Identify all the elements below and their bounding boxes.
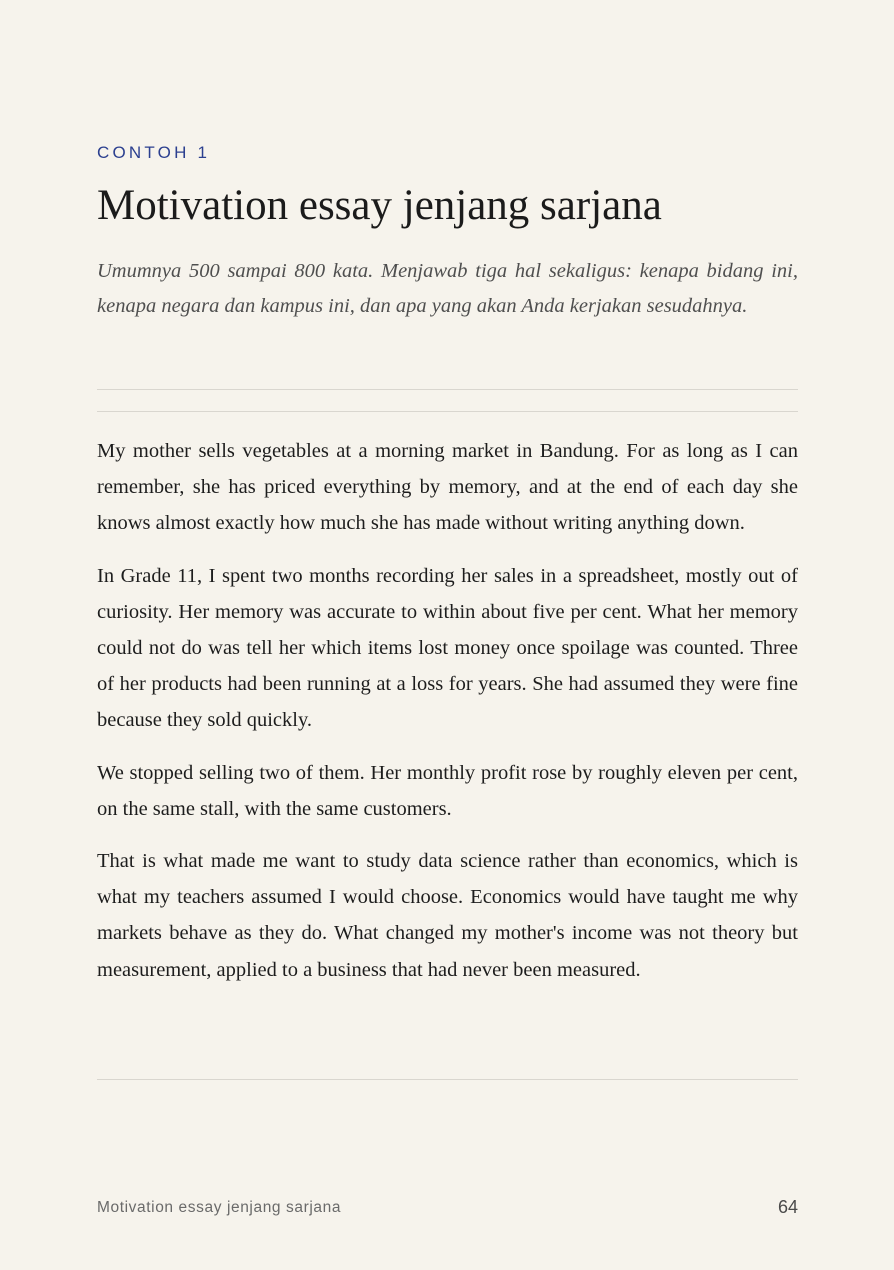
page-number: 64	[777, 1197, 798, 1217]
essay-paragraph: That is what made me want to study data science rather than economics, which is what my teachers assumed I would choose. Economics would have taught me why markets behave as they do. What changed my mother's income was not theory but measurement, applied to a business that had never been measured.	[97, 850, 798, 981]
page-title: Motivation essay jenjang sarjana	[97, 182, 662, 229]
essay-body	[97, 433, 798, 1004]
essay-paragraph: My mother sells vegetables at a morning market in Bandung. For as long as I can remember, she has priced everything by memory, and at the end of each day she knows almost exactly how much she has made without writing anything down.	[97, 440, 798, 535]
example-label: CONTOH 1	[97, 143, 211, 162]
essay-paragraph: We stopped selling two of them. Her monthly profit rose by roughly eleven per cent, on the same stall, with the same customers.	[97, 761, 798, 820]
lead-description: Umumnya 500 sampai 800 kata. Menjawab tiga hal sekaligus: kenapa bidang ini, kenapa negara dan kampus ini, dan apa yang akan Anda kerjakan sesudahnya.	[97, 260, 798, 317]
essay-paragraph: In Grade 11, I spent two months recording her sales in a spreadsheet, mostly out of curiosity. Her memory was accurate to within about five per cent. What her memory could not do was tell her which items lost money once spoilage was counted. Three of her products had been running at a loss for years. She had assumed they were fine because they sold quickly.	[97, 564, 798, 732]
running-footer-title: Motivation essay jenjang sarjana	[97, 1199, 342, 1216]
divider-bottom	[97, 1079, 798, 1080]
divider-top-second	[97, 411, 798, 412]
divider-top	[97, 389, 798, 390]
